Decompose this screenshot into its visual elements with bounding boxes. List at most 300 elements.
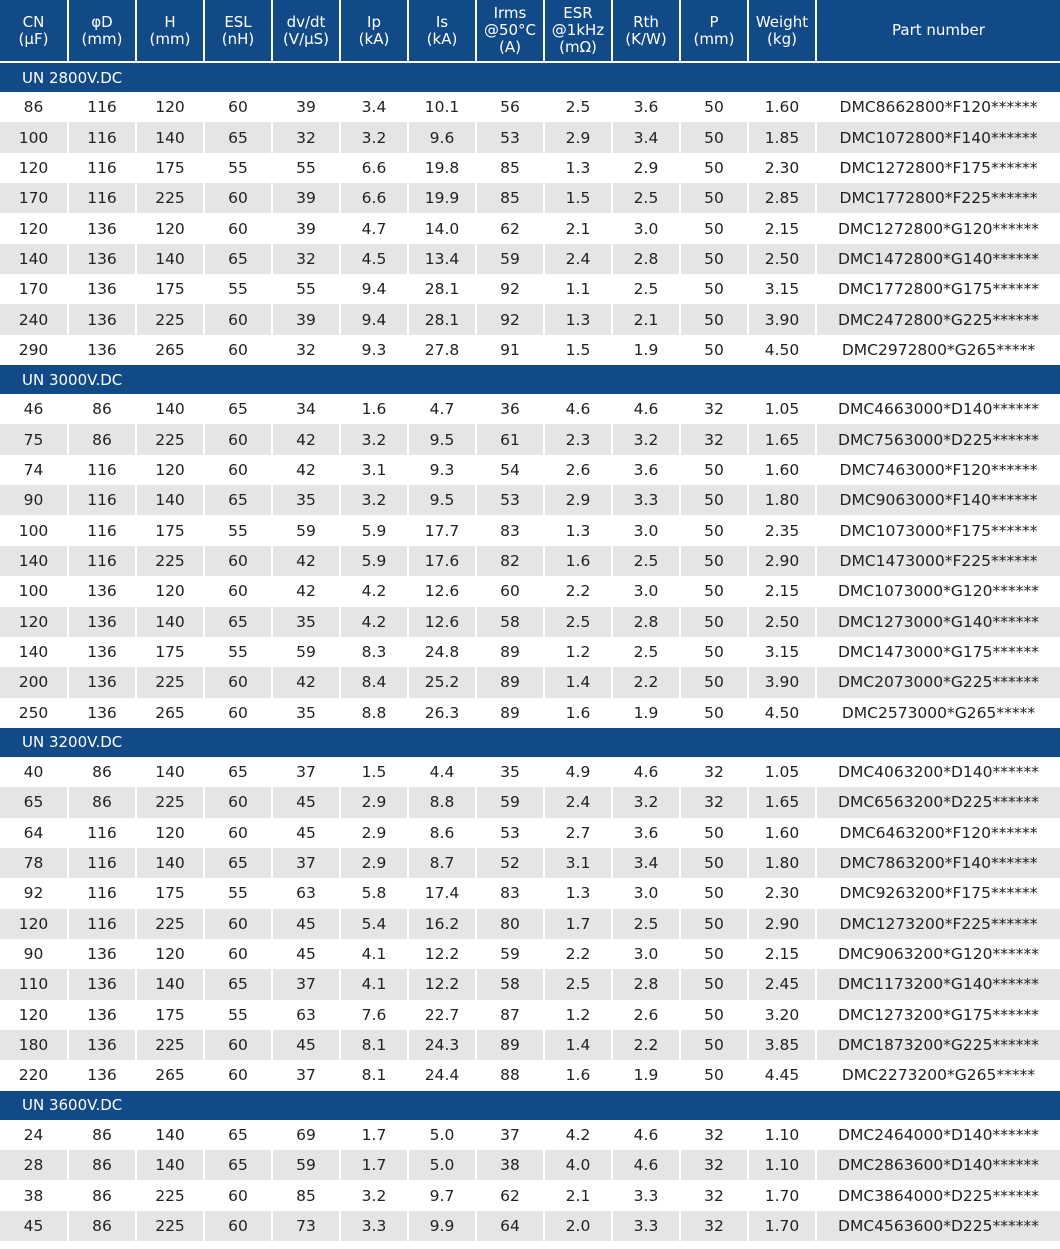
cell-irms: 85 <box>477 183 545 213</box>
cell-esr: 2.4 <box>545 244 613 274</box>
cell-irms: 35 <box>477 757 545 787</box>
cell-weight: 2.15 <box>749 939 817 969</box>
cell-dvdt: 73 <box>273 1211 341 1241</box>
cell-height: 140 <box>137 848 205 878</box>
cell-capacitance: 240 <box>0 304 69 334</box>
cell-ip: 5.9 <box>341 515 409 545</box>
cell-weight: 1.70 <box>749 1211 817 1241</box>
cell-dvdt: 42 <box>273 546 341 576</box>
cell-weight: 1.80 <box>749 485 817 515</box>
cell-dvdt: 39 <box>273 92 341 122</box>
cell-is: 5.0 <box>409 1120 477 1150</box>
cell-diameter: 136 <box>69 304 137 334</box>
cell-is: 9.5 <box>409 485 477 515</box>
cell-pitch: 50 <box>681 1030 749 1060</box>
cell-part-number: DMC7863200*F140****** <box>817 848 1060 878</box>
cell-height: 120 <box>137 213 205 243</box>
header-height: H (mm) <box>137 0 205 63</box>
cell-esr: 4.9 <box>545 757 613 787</box>
cell-part-number: DMC4663000*D140****** <box>817 394 1060 424</box>
cell-dvdt: 39 <box>273 183 341 213</box>
cell-height: 225 <box>137 1211 205 1241</box>
cell-weight: 1.60 <box>749 455 817 485</box>
cell-capacitance: 200 <box>0 667 69 697</box>
cell-pitch: 50 <box>681 122 749 152</box>
cell-ip: 4.2 <box>341 576 409 606</box>
cell-is: 5.0 <box>409 1150 477 1180</box>
table-row <box>0 455 1060 485</box>
cell-dvdt: 42 <box>273 576 341 606</box>
cell-pitch: 50 <box>681 515 749 545</box>
header-irms: Irms @50°C (A) <box>477 0 545 63</box>
cell-capacitance: 110 <box>0 969 69 999</box>
cell-ip: 3.2 <box>341 424 409 454</box>
cell-rth: 2.2 <box>613 667 681 697</box>
cell-esl: 65 <box>205 1120 273 1150</box>
cell-diameter: 136 <box>69 969 137 999</box>
cell-esr: 2.5 <box>545 607 613 637</box>
cell-part-number: DMC1473000*G175****** <box>817 637 1060 667</box>
cell-height: 120 <box>137 92 205 122</box>
cell-diameter: 116 <box>69 878 137 908</box>
cell-is: 22.7 <box>409 1000 477 1030</box>
table-row <box>0 1211 1060 1241</box>
cell-part-number: DMC8662800*F120****** <box>817 92 1060 122</box>
cell-weight: 2.30 <box>749 153 817 183</box>
cell-pitch: 32 <box>681 1211 749 1241</box>
cell-is: 8.8 <box>409 787 477 817</box>
table-row <box>0 122 1060 152</box>
cell-diameter: 136 <box>69 576 137 606</box>
header-row <box>0 0 1060 63</box>
cell-capacitance: 45 <box>0 1211 69 1241</box>
cell-pitch: 50 <box>681 92 749 122</box>
cell-pitch: 50 <box>681 455 749 485</box>
cell-esl: 55 <box>205 878 273 908</box>
cell-irms: 88 <box>477 1060 545 1090</box>
cell-irms: 58 <box>477 969 545 999</box>
cell-rth: 3.0 <box>613 213 681 243</box>
cell-esr: 4.6 <box>545 394 613 424</box>
cell-diameter: 136 <box>69 637 137 667</box>
table-row <box>0 787 1060 817</box>
cell-esl: 60 <box>205 213 273 243</box>
cell-diameter: 136 <box>69 939 137 969</box>
cell-is: 13.4 <box>409 244 477 274</box>
cell-part-number: DMC2472800*G225****** <box>817 304 1060 334</box>
cell-rth: 3.0 <box>613 878 681 908</box>
cell-diameter: 136 <box>69 1030 137 1060</box>
cell-ip: 5.4 <box>341 909 409 939</box>
cell-height: 140 <box>137 1150 205 1180</box>
cell-capacitance: 180 <box>0 1030 69 1060</box>
cell-weight: 1.65 <box>749 787 817 817</box>
cell-capacitance: 78 <box>0 848 69 878</box>
cell-capacitance: 120 <box>0 607 69 637</box>
cell-is: 19.8 <box>409 153 477 183</box>
table-row <box>0 939 1060 969</box>
cell-pitch: 50 <box>681 818 749 848</box>
header-diameter: φD (mm) <box>69 0 137 63</box>
cell-irms: 92 <box>477 274 545 304</box>
cell-pitch: 50 <box>681 1000 749 1030</box>
cell-part-number: DMC9063000*F140****** <box>817 485 1060 515</box>
header-weight: Weight (kg) <box>749 0 817 63</box>
cell-ip: 9.4 <box>341 274 409 304</box>
cell-is: 27.8 <box>409 335 477 365</box>
cell-height: 175 <box>137 515 205 545</box>
cell-irms: 59 <box>477 787 545 817</box>
table-row <box>0 244 1060 274</box>
cell-dvdt: 45 <box>273 787 341 817</box>
cell-diameter: 86 <box>69 757 137 787</box>
cell-esr: 2.2 <box>545 939 613 969</box>
cell-esl: 60 <box>205 304 273 334</box>
cell-capacitance: 24 <box>0 1120 69 1150</box>
cell-irms: 89 <box>477 667 545 697</box>
cell-part-number: DMC4563600*D225****** <box>817 1211 1060 1241</box>
cell-height: 175 <box>137 153 205 183</box>
cell-dvdt: 63 <box>273 878 341 908</box>
cell-height: 140 <box>137 485 205 515</box>
cell-is: 17.7 <box>409 515 477 545</box>
cell-esl: 60 <box>205 667 273 697</box>
cell-height: 225 <box>137 667 205 697</box>
cell-irms: 60 <box>477 576 545 606</box>
cell-irms: 92 <box>477 304 545 334</box>
cell-height: 175 <box>137 878 205 908</box>
cell-rth: 3.4 <box>613 122 681 152</box>
cell-is: 14.0 <box>409 213 477 243</box>
cell-esl: 60 <box>205 818 273 848</box>
table-row <box>0 153 1060 183</box>
cell-diameter: 116 <box>69 92 137 122</box>
cell-part-number: DMC6563200*D225****** <box>817 787 1060 817</box>
cell-rth: 3.0 <box>613 576 681 606</box>
cell-weight: 1.10 <box>749 1120 817 1150</box>
cell-part-number: DMC2573000*G265***** <box>817 698 1060 728</box>
cell-esr: 2.9 <box>545 485 613 515</box>
cell-esr: 2.3 <box>545 424 613 454</box>
cell-pitch: 32 <box>681 424 749 454</box>
cell-rth: 1.9 <box>613 698 681 728</box>
cell-pitch: 50 <box>681 274 749 304</box>
cell-is: 12.6 <box>409 607 477 637</box>
cell-esr: 1.4 <box>545 667 613 697</box>
cell-part-number: DMC1273000*G140****** <box>817 607 1060 637</box>
cell-irms: 87 <box>477 1000 545 1030</box>
cell-pitch: 50 <box>681 698 749 728</box>
cell-dvdt: 32 <box>273 122 341 152</box>
cell-height: 225 <box>137 1180 205 1210</box>
cell-esl: 65 <box>205 607 273 637</box>
cell-diameter: 116 <box>69 818 137 848</box>
cell-rth: 2.5 <box>613 909 681 939</box>
cell-ip: 1.7 <box>341 1120 409 1150</box>
cell-ip: 5.9 <box>341 546 409 576</box>
cell-irms: 62 <box>477 1180 545 1210</box>
cell-weight: 3.15 <box>749 637 817 667</box>
cell-height: 175 <box>137 274 205 304</box>
cell-height: 120 <box>137 576 205 606</box>
cell-height: 140 <box>137 394 205 424</box>
cell-esl: 60 <box>205 183 273 213</box>
cell-esr: 1.3 <box>545 153 613 183</box>
cell-dvdt: 39 <box>273 304 341 334</box>
cell-esl: 65 <box>205 757 273 787</box>
cell-irms: 83 <box>477 515 545 545</box>
cell-capacitance: 64 <box>0 818 69 848</box>
cell-esr: 2.2 <box>545 576 613 606</box>
table-row <box>0 878 1060 908</box>
cell-pitch: 50 <box>681 848 749 878</box>
cell-dvdt: 34 <box>273 394 341 424</box>
cell-diameter: 86 <box>69 1180 137 1210</box>
cell-dvdt: 35 <box>273 607 341 637</box>
header-esr: ESR @1kHz (mΩ) <box>545 0 613 63</box>
header-part-number: Part number <box>817 0 1060 63</box>
cell-diameter: 116 <box>69 455 137 485</box>
cell-is: 24.4 <box>409 1060 477 1090</box>
cell-dvdt: 32 <box>273 244 341 274</box>
cell-capacitance: 90 <box>0 485 69 515</box>
cell-is: 8.6 <box>409 818 477 848</box>
cell-capacitance: 290 <box>0 335 69 365</box>
cell-weight: 1.65 <box>749 424 817 454</box>
cell-pitch: 50 <box>681 546 749 576</box>
cell-part-number: DMC1072800*F140****** <box>817 122 1060 152</box>
cell-pitch: 50 <box>681 153 749 183</box>
cell-esl: 60 <box>205 1030 273 1060</box>
cell-rth: 4.6 <box>613 757 681 787</box>
cell-ip: 1.7 <box>341 1150 409 1180</box>
cell-esr: 4.0 <box>545 1150 613 1180</box>
cell-is: 9.6 <box>409 122 477 152</box>
cell-rth: 2.9 <box>613 153 681 183</box>
cell-capacitance: 90 <box>0 939 69 969</box>
cell-irms: 83 <box>477 878 545 908</box>
cell-is: 9.9 <box>409 1211 477 1241</box>
cell-height: 225 <box>137 424 205 454</box>
cell-capacitance: 100 <box>0 576 69 606</box>
cell-capacitance: 100 <box>0 122 69 152</box>
cell-rth: 3.6 <box>613 92 681 122</box>
cell-rth: 2.2 <box>613 1030 681 1060</box>
cell-rth: 2.6 <box>613 1000 681 1030</box>
cell-weight: 2.90 <box>749 909 817 939</box>
cell-capacitance: 74 <box>0 455 69 485</box>
cell-height: 225 <box>137 909 205 939</box>
cell-part-number: DMC1772800*G175****** <box>817 274 1060 304</box>
cell-weight: 2.85 <box>749 183 817 213</box>
cell-dvdt: 45 <box>273 1030 341 1060</box>
cell-diameter: 136 <box>69 667 137 697</box>
cell-rth: 3.6 <box>613 455 681 485</box>
cell-irms: 58 <box>477 607 545 637</box>
cell-esl: 55 <box>205 153 273 183</box>
cell-esl: 60 <box>205 909 273 939</box>
cell-part-number: DMC2073000*G225****** <box>817 667 1060 697</box>
table-row <box>0 515 1060 545</box>
cell-dvdt: 45 <box>273 818 341 848</box>
cell-capacitance: 100 <box>0 515 69 545</box>
table-row <box>0 335 1060 365</box>
cell-esl: 65 <box>205 244 273 274</box>
cell-part-number: DMC1273200*F225****** <box>817 909 1060 939</box>
cell-esl: 60 <box>205 939 273 969</box>
cell-capacitance: 75 <box>0 424 69 454</box>
cell-part-number: DMC1273200*G175****** <box>817 1000 1060 1030</box>
cell-rth: 3.4 <box>613 848 681 878</box>
table-row <box>0 576 1060 606</box>
cell-esr: 1.5 <box>545 183 613 213</box>
cell-rth: 3.0 <box>613 515 681 545</box>
cell-weight: 2.45 <box>749 969 817 999</box>
cell-weight: 2.90 <box>749 546 817 576</box>
cell-esl: 65 <box>205 394 273 424</box>
cell-capacitance: 38 <box>0 1180 69 1210</box>
cell-irms: 85 <box>477 153 545 183</box>
cell-esr: 2.1 <box>545 213 613 243</box>
cell-height: 120 <box>137 818 205 848</box>
cell-irms: 82 <box>477 546 545 576</box>
table-row <box>0 92 1060 122</box>
cell-dvdt: 85 <box>273 1180 341 1210</box>
cell-capacitance: 120 <box>0 909 69 939</box>
cell-irms: 54 <box>477 455 545 485</box>
cell-capacitance: 170 <box>0 183 69 213</box>
cell-is: 17.6 <box>409 546 477 576</box>
cell-pitch: 32 <box>681 757 749 787</box>
cell-height: 225 <box>137 304 205 334</box>
cell-esl: 60 <box>205 1060 273 1090</box>
cell-diameter: 116 <box>69 515 137 545</box>
cell-height: 120 <box>137 939 205 969</box>
cell-ip: 5.8 <box>341 878 409 908</box>
table-row <box>0 213 1060 243</box>
table-body <box>0 63 1060 1241</box>
cell-rth: 2.5 <box>613 183 681 213</box>
cell-capacitance: 120 <box>0 1000 69 1030</box>
cell-is: 9.7 <box>409 1180 477 1210</box>
cell-pitch: 50 <box>681 576 749 606</box>
cell-is: 10.1 <box>409 92 477 122</box>
cell-esl: 55 <box>205 515 273 545</box>
cell-esr: 2.6 <box>545 455 613 485</box>
cell-height: 140 <box>137 607 205 637</box>
cell-irms: 89 <box>477 1030 545 1060</box>
cell-esr: 2.7 <box>545 818 613 848</box>
cell-esr: 1.1 <box>545 274 613 304</box>
cell-rth: 4.6 <box>613 394 681 424</box>
cell-pitch: 32 <box>681 1120 749 1150</box>
cell-dvdt: 39 <box>273 213 341 243</box>
cell-capacitance: 92 <box>0 878 69 908</box>
table-row <box>0 969 1060 999</box>
header-rth: Rth (K/W) <box>613 0 681 63</box>
cell-diameter: 136 <box>69 698 137 728</box>
section-header-row <box>0 1091 1060 1120</box>
cell-part-number: DMC2972800*G265***** <box>817 335 1060 365</box>
cell-part-number: DMC7463000*F120****** <box>817 455 1060 485</box>
cell-diameter: 136 <box>69 1060 137 1090</box>
cell-weight: 4.45 <box>749 1060 817 1090</box>
cell-pitch: 50 <box>681 909 749 939</box>
cell-weight: 2.50 <box>749 607 817 637</box>
cell-dvdt: 37 <box>273 969 341 999</box>
cell-irms: 38 <box>477 1150 545 1180</box>
cell-esr: 2.0 <box>545 1211 613 1241</box>
cell-pitch: 50 <box>681 939 749 969</box>
cell-irms: 53 <box>477 122 545 152</box>
cell-part-number: DMC1873200*G225****** <box>817 1030 1060 1060</box>
cell-ip: 3.2 <box>341 485 409 515</box>
cell-pitch: 50 <box>681 244 749 274</box>
cell-esl: 60 <box>205 546 273 576</box>
cell-capacitance: 140 <box>0 637 69 667</box>
section-header-row <box>0 728 1060 757</box>
cell-height: 175 <box>137 1000 205 1030</box>
cell-diameter: 116 <box>69 485 137 515</box>
cell-dvdt: 55 <box>273 274 341 304</box>
cell-part-number: DMC9263200*F175****** <box>817 878 1060 908</box>
table-row <box>0 1060 1060 1090</box>
table-row <box>0 607 1060 637</box>
cell-is: 26.3 <box>409 698 477 728</box>
cell-irms: 59 <box>477 939 545 969</box>
cell-rth: 3.0 <box>613 939 681 969</box>
cell-part-number: DMC2273200*G265***** <box>817 1060 1060 1090</box>
cell-dvdt: 45 <box>273 939 341 969</box>
cell-esl: 60 <box>205 576 273 606</box>
cell-rth: 3.2 <box>613 787 681 817</box>
cell-is: 4.7 <box>409 394 477 424</box>
cell-irms: 91 <box>477 335 545 365</box>
cell-diameter: 116 <box>69 153 137 183</box>
cell-diameter: 86 <box>69 787 137 817</box>
table-row <box>0 1030 1060 1060</box>
section-label: UN 2800V.DC <box>0 63 1060 92</box>
cell-diameter: 86 <box>69 424 137 454</box>
cell-dvdt: 55 <box>273 153 341 183</box>
cell-part-number: DMC7563000*D225****** <box>817 424 1060 454</box>
cell-ip: 8.1 <box>341 1060 409 1090</box>
cell-pitch: 50 <box>681 304 749 334</box>
cell-pitch: 32 <box>681 1180 749 1210</box>
section-header-row <box>0 63 1060 92</box>
cell-height: 140 <box>137 122 205 152</box>
cell-ip: 8.4 <box>341 667 409 697</box>
cell-diameter: 86 <box>69 1211 137 1241</box>
cell-part-number: DMC2464000*D140****** <box>817 1120 1060 1150</box>
table-row <box>0 667 1060 697</box>
cell-part-number: DMC1073000*G120****** <box>817 576 1060 606</box>
header-ip: Ip (kA) <box>341 0 409 63</box>
table-row <box>0 757 1060 787</box>
cell-esl: 60 <box>205 1211 273 1241</box>
cell-part-number: DMC1473000*F225****** <box>817 546 1060 576</box>
cell-pitch: 50 <box>681 667 749 697</box>
cell-dvdt: 35 <box>273 698 341 728</box>
cell-ip: 3.4 <box>341 92 409 122</box>
cell-esr: 3.1 <box>545 848 613 878</box>
cell-rth: 2.8 <box>613 969 681 999</box>
table-row <box>0 818 1060 848</box>
cell-ip: 2.9 <box>341 848 409 878</box>
table-row <box>0 1120 1060 1150</box>
cell-capacitance: 65 <box>0 787 69 817</box>
cell-diameter: 136 <box>69 1000 137 1030</box>
